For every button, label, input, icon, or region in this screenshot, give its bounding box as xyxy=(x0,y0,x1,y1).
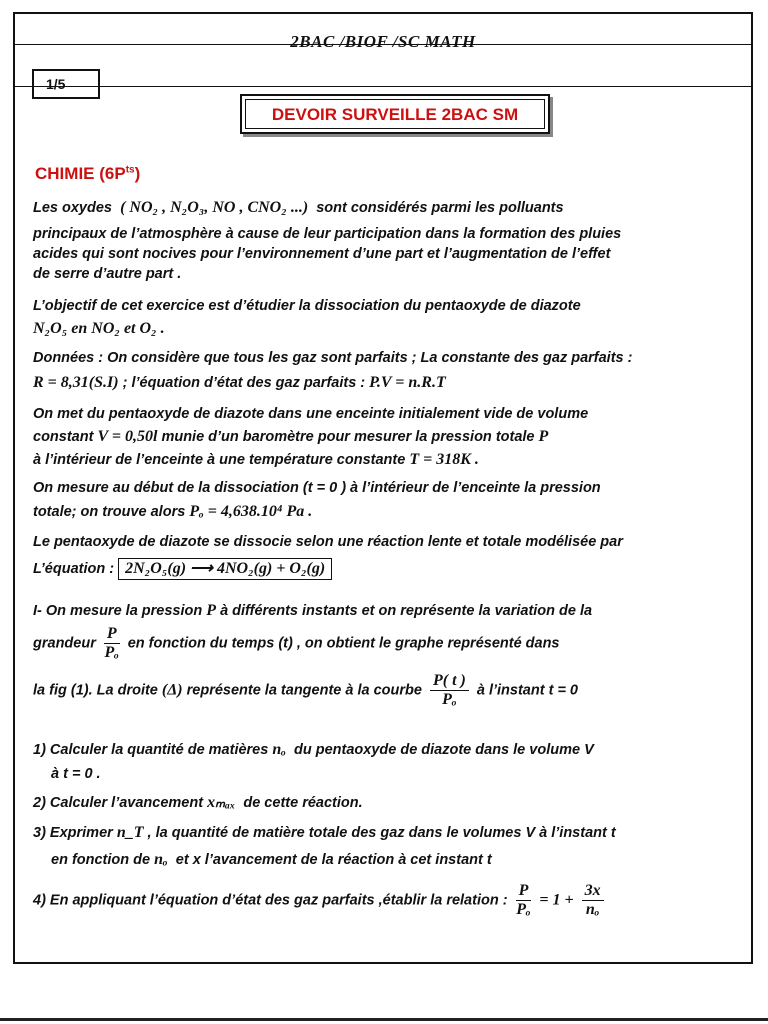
text-line: en fonction de nₒ et x l’avancement de la réaction à cet instant t xyxy=(51,851,492,868)
text-line: R = 8,31(S.I) ; l’équation d’état des gaz parfaits : P.V = n.R.T xyxy=(33,374,446,391)
text-line: grandeur $\frac{P}{\text{Pₒ}}$ en fonction du temps (t) , on obtient le graphe représenté dans xyxy=(33,625,560,661)
text-line: totale; on trouve alors Pₒ = 4,638.10⁴ Pa . xyxy=(33,503,313,520)
text-line: 1) Calculer la quantité de matières nₒ du pentaoxyde de diazote dans le volume V xyxy=(33,741,594,758)
paragraph-donnees xyxy=(33,348,741,393)
paragraph-oxydes xyxy=(33,198,741,284)
reaction-equation: 2N₂O₅(g) ⟶ 4NO₂(g) + O₂(g) xyxy=(118,558,332,580)
header-bottom-rule xyxy=(15,86,751,87)
text-line: principaux de l’atmosphère à cause de leur participation dans la formation des pluies xyxy=(33,226,622,242)
question-4 xyxy=(33,882,741,919)
banner-inner-border xyxy=(245,99,545,129)
banner-title: DEVOIR SURVEILLE 2BAC SM xyxy=(271,105,519,124)
page-number: 1/5 xyxy=(32,69,100,99)
header-divider xyxy=(15,44,751,45)
question-1 xyxy=(33,740,741,784)
text-line: L’objectif de cet exercice est d’étudier la dissociation du pentaoxyde de diazote xyxy=(33,298,581,314)
question-intro xyxy=(33,601,741,709)
exam-banner xyxy=(240,94,550,134)
question-3 xyxy=(33,823,741,870)
fraction-pt-p0: $\frac{P( t )}{\text{Pₒ}}$ xyxy=(430,672,469,709)
text-line: à l’intérieur de l’enceinte à une température constante T = 318K . xyxy=(33,451,479,468)
text-line: Le pentaoxyde de diazote se dissocie selon une réaction lente et totale modélisée par xyxy=(33,534,623,550)
paragraph-equation xyxy=(33,532,741,580)
text-line: 3) Exprimer n_T , la quantité de matière totale des gaz dans le volumes V à l’instant t xyxy=(33,824,616,841)
text-line: I- On mesure la pression P à différents instants et on représente la variation de la xyxy=(33,602,593,619)
text-line: Données : On considère que tous les gaz sont parfaits ; La constante des gaz parfaits : xyxy=(33,350,633,366)
fraction-p-p0-relation: $\frac{P}{\text{Pₒ}}$ xyxy=(516,882,531,918)
fraction-p-p0: $\frac{P}{\text{Pₒ}}$ xyxy=(104,625,119,661)
page-bottom-rule xyxy=(0,1018,768,1021)
text-line: On met du pentaoxyde de diazote dans une enceinte initialement vide de volume xyxy=(33,406,589,422)
header-title: 2BAC /BIOF /SC MATH xyxy=(290,32,476,51)
paragraph-pression-initiale xyxy=(33,478,741,522)
text-line: Les oxydes ( NO₂ , N₂O₃, NO , CNO₂ ...) sont considérés parmi les polluants xyxy=(33,199,564,216)
section-title: CHIMIE $(6P^{ts})$ xyxy=(35,164,141,183)
paragraph-objectif xyxy=(33,296,741,339)
text-line: de serre d’autre part . xyxy=(33,266,182,282)
text-line: On mesure au début de la dissociation (t = 0 ) à l’intérieur de l’enceinte la pression xyxy=(33,480,601,496)
text-line: 2) Calculer l’avancement xₘₐₓ de cette réaction. xyxy=(33,794,363,811)
text-line: à t = 0 . xyxy=(51,766,101,782)
text-line: 4) En appliquant l’équation d’état des gaz parfaits ,établir la relation : $\frac{P}{\text{Pₒ}}$ = 1 + $\frac{3x}{\text{nₒ}}$ xyxy=(33,882,741,919)
text-line: acides qui sont nocives pour l’environnement d’une part et l’augmentation de l’effet xyxy=(33,246,611,262)
text-line: la fig (1). La droite (Δ) représente la tangente à la courbe $\frac{P( t )}{\text{Pₒ}}$ à l’instant t = 0 xyxy=(33,672,578,708)
paragraph-enceinte xyxy=(33,404,741,470)
text-line: constant V = 0,50l munie d’un baromètre pour mesurer la pression totale P xyxy=(33,428,549,445)
text-line: N₂O₅ en NO₂ et O₂ . xyxy=(33,320,165,337)
text-line: L’équation : 2N₂O₅(g) ⟶ 4NO₂(g) + O₂(g) xyxy=(33,558,741,580)
fraction-3x-n0: $\frac{3x}{\text{nₒ}}$ xyxy=(582,882,604,919)
question-2 xyxy=(33,793,741,813)
